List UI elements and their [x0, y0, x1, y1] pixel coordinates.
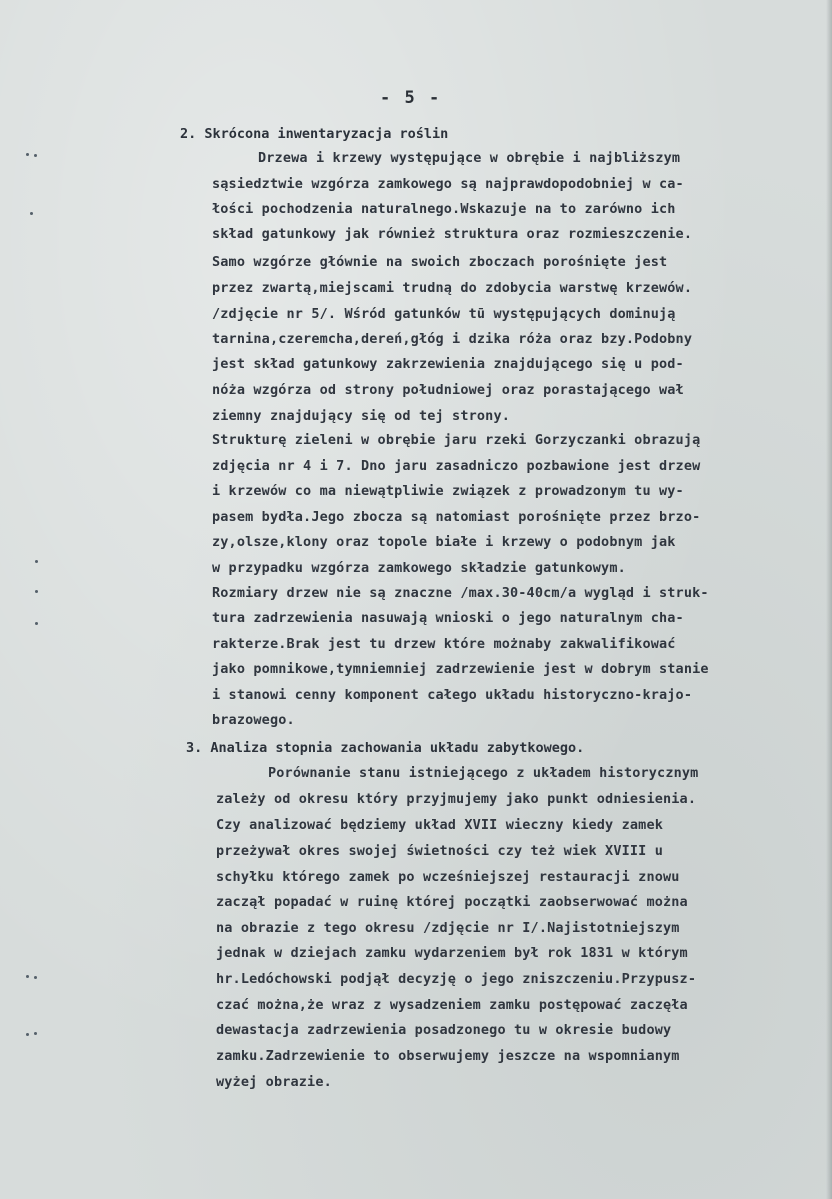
text-line: skład gatunkowy jak również struktura oraz rozmieszczenie. [212, 226, 693, 242]
text-line: zamku.Zadrzewienie to obserwujemy jeszcze na wspomnianym [216, 1048, 680, 1064]
margin-mark [35, 622, 38, 625]
text-line: Rozmiary drzew nie są znaczne /max.30-40cm/a wygląd i struk- [212, 585, 709, 601]
margin-mark [26, 1033, 29, 1036]
text-line: nóża wzgórza od strony południowej oraz porastającego wał [212, 382, 684, 398]
text-line: rakterze.Brak jest tu drzew które możnaby zakwalifikować [212, 636, 676, 652]
text-line: /zdjęcie nr 5/. Wśród gatunków tū występujących dominują [212, 306, 676, 322]
margin-mark [34, 976, 37, 979]
section-2-heading: 2. Skrócona inwentaryzacja roślin [180, 126, 449, 142]
text-line: zależy od okresu który przyjmujemy jako punkt odniesienia. [216, 791, 697, 807]
text-line: Czy analizować będziemy układ XVII wieczny kiedy zamek [216, 817, 663, 833]
text-line: Drzewa i krzewy występujące w obrębie i najbliższym [258, 150, 681, 166]
text-line: przez zwartą,miejscami trudną do zdobycia warstwę krzewów. [212, 280, 693, 296]
text-line: jednak w dziejach zamku wydarzeniem był rok 1831 w którym [216, 945, 688, 961]
text-line: zaczął popadać w ruinę której początki zaobserwować można [216, 894, 688, 910]
margin-mark [34, 1032, 37, 1035]
margin-mark [34, 154, 37, 157]
text-line: łości pochodzenia naturalnego.Wskazuje na to zarówno ich [212, 201, 676, 217]
section-3-heading: 3. Analiza stopnia zachowania układu zabytkowego. [186, 740, 585, 756]
margin-mark [26, 153, 29, 156]
page-number: - 5 - [380, 88, 442, 108]
text-line: jako pomnikowe,tymniemniej zadrzewienie jest w dobrym stanie [212, 661, 709, 677]
text-line: na obrazie z tego okresu /zdjęcie nr I/.Najistotniejszym [216, 920, 680, 936]
margin-mark [26, 975, 29, 978]
text-line: jest skład gatunkowy zakrzewienia znajdującego się u pod- [212, 356, 684, 372]
text-line: sąsiedztwie wzgórza zamkowego są najprawdopodobniej w ca- [212, 176, 684, 192]
text-line: czać można,że wraz z wysadzeniem zamku postępować zaczęła [216, 997, 688, 1013]
margin-mark [35, 590, 38, 593]
margin-mark [30, 212, 33, 215]
text-line: tura zadrzewienia nasuwają wnioski o jego naturalnym cha- [212, 610, 684, 626]
text-line: hr.Ledóchowski podjął decyzję o jego zniszczeniu.Przypusz- [216, 971, 697, 987]
text-line: wyżej obrazie. [216, 1074, 332, 1090]
text-line: ziemny znajdujący się od tej strony. [212, 408, 510, 424]
text-line: w przypadku wzgórza zamkowego składzie gatunkowym. [212, 560, 626, 576]
text-line: schyłku którego zamek po wcześniejszej restauracji znowu [216, 869, 680, 885]
text-line: zy,olsze,klony oraz topole białe i krzewy o podobnym jak [212, 534, 676, 550]
page-edge-shadow [826, 0, 832, 1199]
text-line: i krzewów co ma niewątpliwie związek z prowadzonym tu wy- [212, 483, 684, 499]
text-line: dewastacja zadrzewienia posadzonego tu w okresie budowy [216, 1022, 672, 1038]
text-line: pasem bydła.Jego zbocza są natomiast porośnięte przez brzo- [212, 509, 701, 525]
text-line: i stanowi cenny komponent całego układu historyczno-krajo- [212, 687, 693, 703]
text-line: Samo wzgórze głównie na swoich zboczach porośnięte jest [212, 254, 668, 270]
text-line: Strukturę zieleni w obrębie jaru rzeki Gorzyczanki obrazują [212, 432, 701, 448]
text-line: brazowego. [212, 712, 295, 728]
text-line: zdjęcia nr 4 i 7. Dno jaru zasadniczo pozbawione jest drzew [212, 458, 701, 474]
text-line: tarnina,czeremcha,dereń,głóg i dzika róża oraz bzy.Podobny [212, 331, 693, 347]
text-line: przeżywał okres swojej świetności czy też wiek XVIII u [216, 843, 663, 859]
margin-mark [35, 560, 38, 563]
text-line: Porównanie stanu istniejącego z układem historycznym [268, 765, 699, 781]
